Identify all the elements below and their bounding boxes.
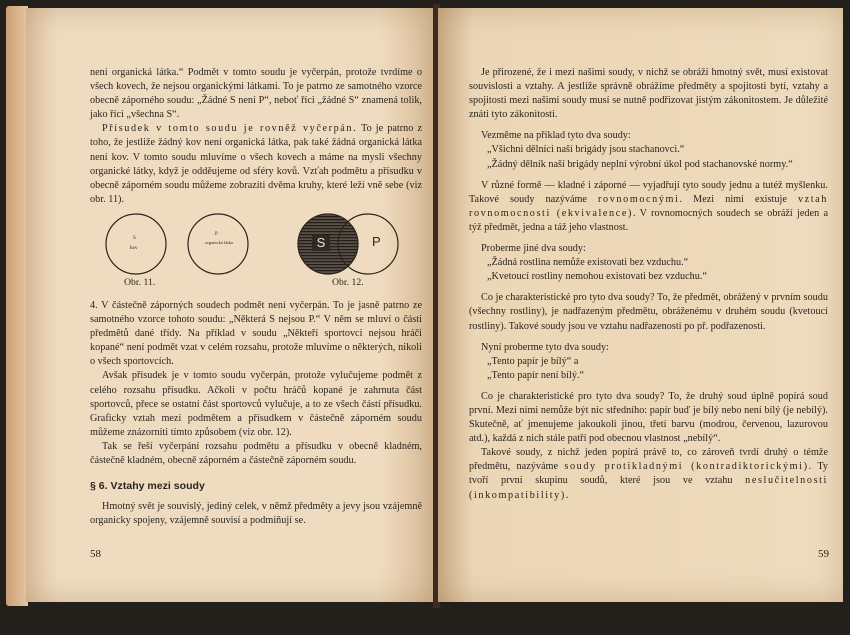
fig12-p-label: P bbox=[372, 233, 381, 249]
right-page-text bbox=[469, 66, 828, 503]
right-paragraph-4: Proberme jiné dva soudy: bbox=[481, 243, 586, 255]
paragraph-2: Přísudek v tomto soudu je rovněž vyčerpán. To je patrno z toho, že jestliže žádný kov není organická látka, pak také žádná organická látka není kov. V tomto soudu mluvíme o všech kovech a máme na mysli všechny organické látky, když je odděujeme od sféry kovů. Vzťah podmětu a přísudku v obecně záporném soudu můžeme zobraziti dvěma kruhy, které leží vně sebe (viz obr. 11). bbox=[90, 123, 422, 205]
right-paragraph-7: Co je charakteristické pro tyto dva soudy? To, že druhý soud úplně popírá soud první. Mezi nimi nemůže být nic středního: papír buď je bílý nebo není bílý (je nebílý). Skutečně, ať jmenujeme jakoukoli jinou, třetí barvu (modrou, červenou, lazurovou atd.), každá z nich stále patří pod obecnou vlastnost „nebílý“. bbox=[469, 390, 828, 445]
left-page-text bbox=[90, 66, 422, 528]
fig11-p-label: P bbox=[215, 231, 218, 237]
quote-6: „Tento papír není bílý.“ bbox=[487, 369, 585, 381]
page-number-left: 58 bbox=[90, 548, 101, 560]
page-edge bbox=[6, 6, 28, 606]
right-paragraph-5: Co je charakteristické pro tyto dva soudy? To, že předmět, obrážený v prvním soudu (všechny rostliny), je nadřazeným předmětu, obráženému v druhém soudu (kvetoucí rostliny). Takové soudy jsou ve vztahu nadřazenosti po př. podřazenosti. bbox=[469, 292, 828, 332]
fig12-caption: Obr. 12. bbox=[332, 276, 364, 288]
left-page bbox=[26, 8, 436, 602]
fig11-caption: Obr. 11. bbox=[124, 276, 156, 288]
right-paragraph-3: V různé formě — kladné i záporné — vyjadřují tyto soudy jednu a tutéž myšlenku. Takové soudy nazýváme rovnomocnými. Mezi nimi existuje vztah rovnomocnosti (ekvivalence). V rovnomocných soudech se obráží jeden a týž předmět, jedna a táž jeho vlastnost. bbox=[469, 179, 828, 233]
quote-4: „Kvetoucí rostliny nemohou existovati bez vzduchu.“ bbox=[487, 271, 707, 283]
section-heading: § 6. Vztahy mezi soudy bbox=[90, 480, 205, 493]
figures-row bbox=[90, 213, 422, 299]
right-paragraph-2: Vezměme na příklad tyto dva soudy: bbox=[481, 130, 631, 142]
fig12-s-label: S bbox=[312, 235, 330, 251]
page-number-right: 59 bbox=[818, 548, 829, 560]
quote-5: „Tento papír je bílý“ a bbox=[487, 355, 579, 367]
quote-3: „Žádná rostlina nemůže existovati bez vzduchu.“ bbox=[487, 257, 689, 269]
fig11-s-label: S bbox=[133, 235, 136, 241]
quote-1: „Všichni dělníci naší brigády jsou stachanovci.“ bbox=[487, 144, 685, 156]
right-paragraph-8: Takové soudy, z nichž jeden popírá právě to, co zároveň tvrdí druhý o témže předmětu, nazýváme soudy protikladnými (kontradiktorickými). Ty tvoří první skupinu soudů, které jsou ve vztahu neslučitelnosti (inkompatibility). bbox=[469, 447, 828, 501]
right-paragraph-1: Je přirozené, že i mezi našimi soudy, v nichž se obráží hmotný svět, musí existovat souvislosti a vztahy. A jestliže správně obrážíme předměty a spojitosti bytí, vztahy a spojitosti mezi našimi soudy musí se nutně podřizovat jistým zákonitostem. Je důležité znáti tyto zákonitosti. bbox=[469, 67, 828, 121]
paragraph-5: Tak se řeší vyčerpání rozsahu podmětu a přísudku v obecně kladném, částečně kladném, obecně záporném a částečně záporném soudu. bbox=[90, 440, 422, 466]
paragraph-3: 4. V částečně záporných soudech podmět není vyčerpán. To je jasně patrno ze samotného vzorce tohoto soudu: „Některá S nejsou P.“ V něm se mluví o části předmětů dané třídy. Na příklad v soudu „Někteří sportovci nejsou hráči kopané“ není podmět vzat v celém rozsahu, protože mluvíme o některých, nikoli o všech sportovcích. bbox=[90, 299, 422, 368]
paragraph-4: Avšak přísudek je v tomto soudu vyčerpán, protože vylučujeme podmět z celého rozsahu přísudku. Ačkoli v počtu hráčů kopané je zahrnuta část sportovců, přece se ostatní část sportovců vylučuje, a to ze všech částí přísudku. Graficky vztah mezi podmětem a přísudkem v částečně záporném soudu můžeme znázorniti tímto způsobem (viz obr. 12). bbox=[90, 370, 422, 438]
paragraph-6: Hmotný svět je souvislý, jediný celek, v němž předměty a jevy jsou vzájemně organicky spojeny, vzájemně souvisí a podmiňují se. bbox=[90, 501, 422, 527]
right-paragraph-6: Nyní proberme tyto dva soudy: bbox=[481, 341, 609, 353]
fig11-p-sub: organická látka bbox=[205, 239, 233, 245]
right-page bbox=[438, 8, 843, 602]
paragraph-1: není organická látka.“ Podmět v tomto soudu je vyčerpán, protože tvrdíme o všech kovech, že nejsou organickými látkami. To je patrno ze samotného vzorce obecně záporného soudu: „Žádné S není P“, neboť říci „žádné S“ znamená tolik, jako říci „všechna S“. bbox=[90, 67, 422, 121]
fig11-s-sub: kov bbox=[130, 245, 138, 251]
quote-2: „Žádný dělník naší brigády neplní výrobní úkol pod stachanovské normy.“ bbox=[487, 158, 793, 170]
